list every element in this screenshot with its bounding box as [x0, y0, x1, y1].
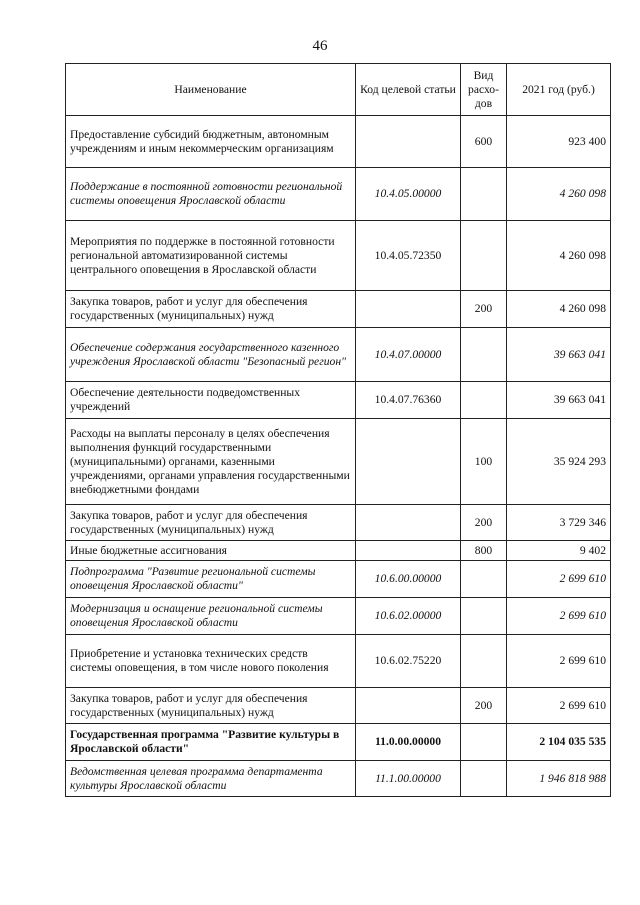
- name-cell: Закупка товаров, работ и услуг для обеспечения государственных (муниципальных) нужд: [66, 688, 356, 724]
- kind-cell: 600: [461, 116, 507, 168]
- table-row: [66, 761, 611, 797]
- code-cell: [356, 419, 461, 505]
- page-number: 46: [312, 38, 328, 54]
- sum-cell: 39 663 041: [507, 328, 611, 382]
- code-cell: [356, 541, 461, 561]
- header-code: Код целевой статьи: [356, 64, 461, 116]
- table-row: [66, 598, 611, 635]
- name-cell: Закупка товаров, работ и услуг для обеспечения государственных (муниципальных) нужд: [66, 505, 356, 541]
- sum-cell: 2 699 610: [507, 598, 611, 635]
- name-cell: Мероприятия по поддержке в постоянной готовности региональной автоматизированной системы центрального оповещения в Ярославской области: [66, 221, 356, 291]
- kind-cell: 100: [461, 419, 507, 505]
- code-cell: [356, 688, 461, 724]
- sum-cell: 2 699 610: [507, 561, 611, 598]
- header-name: Наименование: [66, 64, 356, 116]
- kind-cell: [461, 328, 507, 382]
- table-row: [66, 291, 611, 328]
- kind-cell: [461, 598, 507, 635]
- table-row: [66, 419, 611, 505]
- header-kind: Вид расхо-дов: [461, 64, 507, 116]
- kind-cell: [461, 635, 507, 688]
- code-cell: 10.4.07.00000: [356, 328, 461, 382]
- name-cell: Модернизация и оснащение региональной системы оповещения Ярославской области: [66, 598, 356, 635]
- name-cell: Обеспечение деятельности подведомственных учреждений: [66, 382, 356, 419]
- code-cell: 10.6.00.00000: [356, 561, 461, 598]
- kind-cell: [461, 561, 507, 598]
- table-row: [66, 505, 611, 541]
- name-cell: Иные бюджетные ассигнования: [66, 541, 356, 561]
- code-cell: [356, 505, 461, 541]
- code-cell: 11.0.00.00000: [356, 724, 461, 761]
- code-cell: 10.4.05.72350: [356, 221, 461, 291]
- code-cell: [356, 116, 461, 168]
- name-cell: Поддержание в постоянной готовности региональной системы оповещения Ярославской области: [66, 168, 356, 221]
- table-row: [66, 168, 611, 221]
- name-cell: Ведомственная целевая программа департамента культуры Ярославской области: [66, 761, 356, 797]
- table-row: [66, 561, 611, 598]
- kind-cell: [461, 382, 507, 419]
- name-cell: Государственная программа "Развитие культуры в Ярославской области": [66, 724, 356, 761]
- header-sum: 2021 год (руб.): [507, 64, 611, 116]
- table-row: [66, 221, 611, 291]
- code-cell: 10.6.02.00000: [356, 598, 461, 635]
- code-cell: 10.6.02.75220: [356, 635, 461, 688]
- code-cell: 11.1.00.00000: [356, 761, 461, 797]
- kind-cell: 200: [461, 688, 507, 724]
- sum-cell: 2 699 610: [507, 635, 611, 688]
- name-cell: Закупка товаров, работ и услуг для обеспечения государственных (муниципальных) нужд: [66, 291, 356, 328]
- sum-cell: 4 260 098: [507, 168, 611, 221]
- sum-cell: 923 400: [507, 116, 611, 168]
- table-row: [66, 382, 611, 419]
- kind-cell: 200: [461, 505, 507, 541]
- sum-cell: 2 699 610: [507, 688, 611, 724]
- name-cell: Предоставление субсидий бюджетным, автономным учреждениям и иным некоммерческим организациям: [66, 116, 356, 168]
- table-row: [66, 328, 611, 382]
- kind-cell: 200: [461, 291, 507, 328]
- name-cell: Подпрограмма "Развитие региональной системы оповещения Ярославской области": [66, 561, 356, 598]
- table-row: [66, 116, 611, 168]
- sum-cell: 2 104 035 535: [507, 724, 611, 761]
- name-cell: Расходы на выплаты персоналу в целях обеспечения выполнения функций государственными (муниципальными) органами, казенными учреждениями, органами управления государственными внебюджетными фондами: [66, 419, 356, 505]
- sum-cell: 4 260 098: [507, 221, 611, 291]
- kind-cell: [461, 168, 507, 221]
- table-header-row: [66, 64, 611, 116]
- table-row: [66, 635, 611, 688]
- sum-cell: 3 729 346: [507, 505, 611, 541]
- name-cell: Обеспечение содержания государственного казенного учреждения Ярославской области "Безопасный регион": [66, 328, 356, 382]
- budget-table: [65, 63, 611, 797]
- code-cell: [356, 291, 461, 328]
- sum-cell: 39 663 041: [507, 382, 611, 419]
- kind-cell: [461, 221, 507, 291]
- table-row: [66, 688, 611, 724]
- sum-cell: 1 946 818 988: [507, 761, 611, 797]
- table-body: [66, 116, 611, 797]
- sum-cell: 35 924 293: [507, 419, 611, 505]
- code-cell: 10.4.05.00000: [356, 168, 461, 221]
- table-row: [66, 724, 611, 761]
- kind-cell: [461, 724, 507, 761]
- name-cell: Приобретение и установка технических средств системы оповещения, в том числе нового поколения: [66, 635, 356, 688]
- sum-cell: 9 402: [507, 541, 611, 561]
- sum-cell: 4 260 098: [507, 291, 611, 328]
- code-cell: 10.4.07.76360: [356, 382, 461, 419]
- table-row: [66, 541, 611, 561]
- kind-cell: [461, 761, 507, 797]
- kind-cell: 800: [461, 541, 507, 561]
